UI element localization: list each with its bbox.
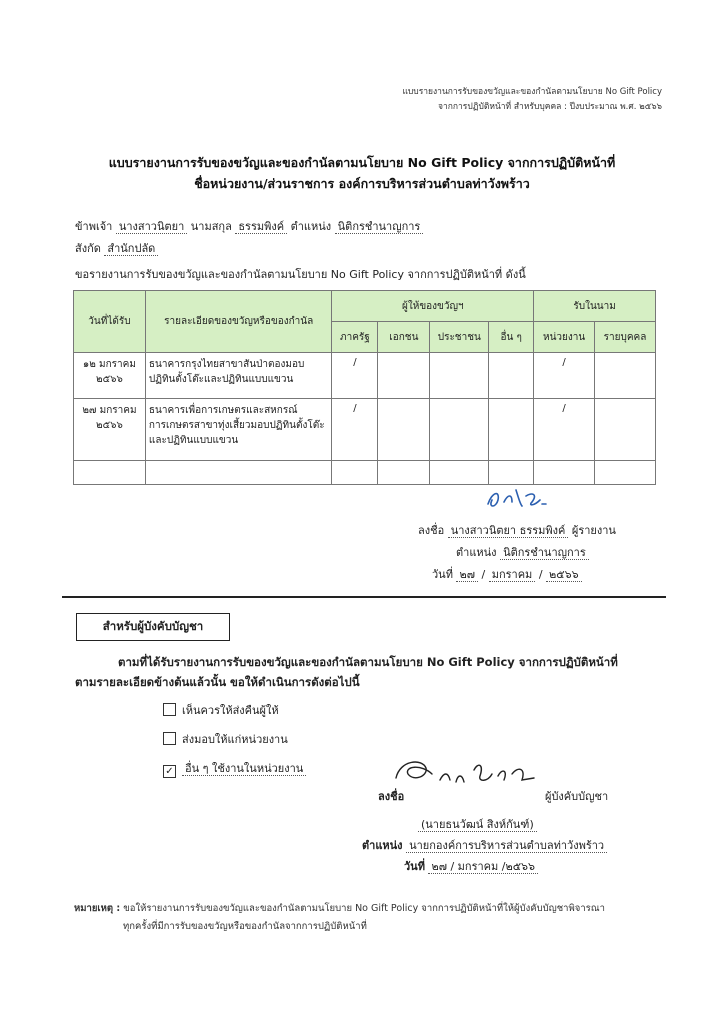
note-line-1: [74, 901, 605, 916]
option-hand-to-agency[interactable]: [163, 730, 288, 748]
col-header-individual: รายบุคคล: [595, 322, 656, 353]
section-divider: [62, 596, 666, 598]
reporter-line: [75, 217, 423, 235]
cell-individual: [595, 399, 656, 461]
reporter-position-line: [456, 543, 589, 561]
reporter-position: นิติกรชำนาญการ: [335, 220, 424, 234]
reporter-prefix: ข้าพเจ้า: [75, 220, 113, 233]
cell-agency: /: [534, 353, 595, 399]
supervisor-sign-label: ลงชื่อ: [378, 790, 405, 803]
cell-date: [74, 461, 146, 485]
supervisor-date-line: [404, 857, 538, 875]
cell-individual: [595, 461, 656, 485]
cell-detail: [145, 461, 332, 485]
cell-other: [489, 461, 534, 485]
supervisor-position-line: [362, 836, 607, 854]
reporter-date-year: ๒๕๖๖: [546, 568, 582, 582]
table-header-row: [74, 291, 656, 322]
supervisor-position: นายกองค์การบริหารส่วนตำบลท่าวังพร้าว: [406, 839, 607, 853]
supervisor-sign-role: ผู้บังคับบัญชา: [545, 790, 609, 803]
col-header-private: เอกชน: [378, 322, 430, 353]
gift-report-table: [73, 290, 656, 485]
reporter-sign-name: นางสาวนิตยา ธรรมพิงค์: [448, 524, 569, 538]
reporter-date-day: ๒๗: [456, 568, 478, 582]
cell-detail: ธนาคารเพื่อการเกษตรและสหกรณ์การเกษตรสาขาทุ่งเสี้ยวมอบปฏิทินตั้งโต๊ะและปฏิทินแบบแขวน: [145, 399, 332, 461]
dept-label: สังกัด: [75, 242, 101, 255]
supervisor-name: (นายธนวัฒน์ สิงห์กันฑ์): [418, 818, 537, 832]
reporter-sign-line: [418, 521, 616, 539]
reporter-name: นางสาวนิตยา: [116, 220, 187, 234]
col-header-detail: รายละเอียดของขวัญหรือของกำนัล: [145, 291, 332, 353]
reporter-date-line: [432, 565, 582, 583]
dept-line: [75, 239, 158, 257]
cell-private: [378, 399, 430, 461]
cell-public: [430, 353, 489, 399]
col-header-agency: หน่วยงาน: [534, 322, 595, 353]
supervisor-date-label: วันที่: [404, 860, 425, 873]
reporter-sign-label: ลงชื่อ: [418, 524, 445, 537]
cell-private: [378, 461, 430, 485]
cell-other: [489, 353, 534, 399]
supervisor-name-line: [418, 815, 537, 833]
cell-detail: ธนาคารกรุงไทยสาขาสันป่าตองมอบปฏิทินตั้งโต๊ะและปฏิทินแบบแขวน: [145, 353, 332, 399]
option-label: ส่งมอบให้แก่หน่วยงาน: [182, 733, 288, 746]
cell-agency: /: [534, 399, 595, 461]
reporter-sign-position: นิติกรชำนาญการ: [500, 546, 589, 560]
col-header-giver: ผู้ให้ของขวัญฯ: [332, 291, 534, 322]
date-separator: /: [481, 568, 486, 581]
page-subtitle: ชื่อหน่วยงาน/ส่วนราชการ องค์การบริหารส่วนตำบลท่าวังพร้าว: [194, 176, 530, 191]
reporter-dept: สำนักปลัด: [104, 242, 158, 256]
checkbox-agency[interactable]: [163, 732, 176, 745]
supervisor-para-2: ตามรายละเอียดข้างต้นแล้วนั้น ขอให้ดำเนินการดังต่อไปนี้: [75, 675, 360, 689]
cell-private: [378, 353, 430, 399]
cell-gov: /: [332, 399, 378, 461]
date-separator: /: [538, 568, 543, 581]
cell-date: ๑๒ มกราคม ๒๕๖๖: [74, 353, 146, 399]
supervisor-para-1: ตามที่ได้รับรายงานการรับของขวัญและของกำนัลตามนโยบาย No Gift Policy จากการปฏิบัติหน้าที่: [118, 655, 618, 669]
table-row: [74, 461, 656, 485]
option-label: เห็นควรให้ส่งคืนผู้ให้: [182, 704, 279, 717]
cell-date: ๒๗ มกราคม ๒๕๖๖: [74, 399, 146, 461]
col-header-receiver: รับในนาม: [534, 291, 656, 322]
checkbox-other[interactable]: ✓: [163, 765, 176, 778]
cell-public: [430, 399, 489, 461]
note-text-2: ทุกครั้งที่มีการรับของขวัญหรือของกำนัลจากการปฏิบัติหน้าที่: [123, 921, 367, 932]
report-intro: ขอรายงานการรับของขวัญและของกำนัลตามนโยบาย No Gift Policy จากการปฏิบัติหน้าที่ ดังนี้: [75, 268, 526, 281]
note-label: หมายเหตุ :: [74, 903, 121, 914]
col-header-other: อื่น ๆ: [489, 322, 534, 353]
option-other[interactable]: [163, 759, 306, 778]
option-label: อื่น ๆ ใช้งานในหน่วยงาน: [182, 762, 306, 776]
reporter-surname: ธรรมพิงค์: [235, 220, 287, 234]
cell-gov: /: [332, 353, 378, 399]
cell-public: [430, 461, 489, 485]
reporter-date-month: มกราคม: [489, 568, 536, 582]
reporter-sign-position-label: ตำแหน่ง: [456, 546, 497, 559]
page-title: แบบรายงานการรับของขวัญและของกำนัลตามนโยบาย No Gift Policy จากการปฏิบัติหน้าที่: [108, 155, 616, 170]
option-return-to-giver[interactable]: [163, 701, 279, 719]
cell-individual: [595, 353, 656, 399]
supervisor-date: ๒๗ / มกราคม /๒๕๖๖: [428, 860, 538, 874]
checkbox-return[interactable]: [163, 703, 176, 716]
supervisor-box-title: สำหรับผู้บังคับบัญชา: [76, 613, 230, 641]
cell-agency: [534, 461, 595, 485]
col-header-public: ประชาชน: [430, 322, 489, 353]
cell-other: [489, 399, 534, 461]
surname-label: นามสกุล: [190, 220, 232, 233]
table-row: [74, 353, 656, 399]
col-header-date: วันที่ได้รับ: [74, 291, 146, 353]
supervisor-position-label: ตำแหน่ง: [362, 839, 403, 852]
table-row: [74, 399, 656, 461]
reporter-date-label: วันที่: [432, 568, 453, 581]
form-header-line-1: แบบรายงานการรับของขวัญและของกำนัลตามนโยบาย No Gift Policy: [402, 87, 662, 97]
form-header-line-2: จากการปฏิบัติหน้าที่ สำหรับบุคคล : ปีงบประมาณ พ.ศ. ๒๕๖๖: [437, 102, 662, 112]
col-header-gov: ภาครัฐ: [332, 322, 378, 353]
supervisor-signature-image: [392, 752, 542, 796]
reporter-signature-image: [482, 482, 562, 516]
cell-gov: [332, 461, 378, 485]
position-label: ตำแหน่ง: [290, 220, 332, 233]
reporter-sign-role: ผู้รายงาน: [571, 524, 616, 537]
note-text-1: ขอให้รายงานการรับของขวัญและของกำนัลตามนโยบาย No Gift Policy จากการปฏิบัติหน้าที่ให้ผู้บังคับบัญชาพิจารณา: [123, 903, 605, 914]
